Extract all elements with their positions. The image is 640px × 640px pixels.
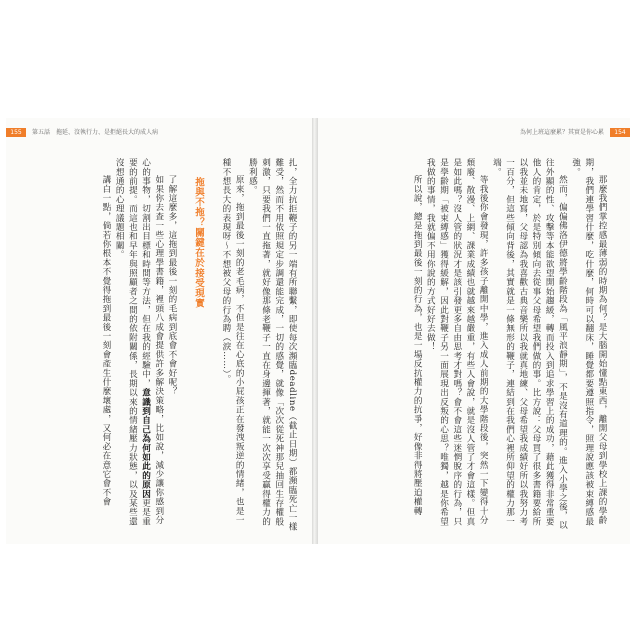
paragraph: 等我後你會發現，許多孩子離開中學，進入成人前期的大學階段後，突然一下變得十分頹廢、散漫、上網、課業成績也就越來越嚴重，有些人會說，就是沒人管了才會這樣。但真是如此嗎？沒人管的狀況才是該引發更多自由思考才對嗎？會不會這些迷惘脫序的行為，只是學齡期「被束縛感」獲得緩解，因此對鞭子另一面展現出反叛的心思？唯獨，越是你希望我做的事情，我就偏不用你說的方式好好去做！ <box>425 158 489 526</box>
paragraph: 了解這麼多，這拖到最後一刻的毛病到底會不會好呢？ <box>166 175 177 396</box>
right-running-head: 為何上班這麼累？其實是你心累 <box>519 129 604 136</box>
paragraph: 原來，拖到最後一刻的老毛病，不但是往在心底的小屁孩正在發洩叛逆的情緒，也是一種不想長大的表現呀～不想被父母的行為聘（淚……）。 <box>220 158 245 525</box>
paragraph: 那麼我們掌控感最薄弱的時期為何？是大腦開始懂點東西，離開父母到學校上課的學齡期，我們連學習什麼，吃什麼，何時可以翻床，睡覺都要遵照指令，照理說應該被束縛感最強。 <box>570 158 607 526</box>
left-page <box>6 118 312 544</box>
paragraph-text: 如果你去查一些心理學書籍，裡頭八成會提供許多解決策略，比如說，減少讓你感到分心的事物，切割出目標和時間等方法，但在我的經驗中，意識到自己為何如此的原因更是重要的前提。而這也和早年與照顧者之間的依附關係，長期以來的情緒壓力狀態，以及某些還沒想通的心理議題相關。 <box>114 158 164 527</box>
right-body-text <box>338 158 608 533</box>
right-page <box>318 118 630 544</box>
emphasized-phrase: 意識到自己為何如此的原因 <box>140 388 151 499</box>
paragraph: 講白一點，倘若你根本不覺得拖到最後一刻會產生什麼壞處，又何必在意它會不會 <box>100 175 111 507</box>
section-subheading: 拖與不拖？關鍵在於接受現實 <box>192 177 204 309</box>
right-page-number: 154 <box>614 129 626 136</box>
left-running-head: 第五話 拖延、沒執行力、是拒絕長大的成人病 <box>32 129 159 136</box>
left-page-number: 155 <box>10 129 22 136</box>
paragraph: 所以說，總是拖到最後一刻的行為，也是一場反抗權力的抗爭，好像非得將壓迫權轉 <box>412 175 423 516</box>
paragraph: 然而，偏偏佛洛伊德將學齡階段為「風平浪靜期」，不是沒有道理的。進入小學之後，以往外顯的性、攻擊等本能欲望開始趨緩，轉而投入到追求學習上的成功，藉此獲得非常重要他人的肯定，於是特別傾向去從事父母希望我們做的事。比方說：父母買了很多書籍要給所以我並未地寫，父母認為我喜歡古典音樂所以我就真地練、父母希望我成績好所以我努力考一百分，但這些傾向背後，其實就是一條無形的鞭子，連結到在我們心裡所仰望的權力那一端。 <box>491 158 568 530</box>
left-body-text <box>16 158 298 533</box>
paragraph <box>112 158 165 533</box>
paragraph: 扎，全力抗拒鞭子的另一端有所聯繫，即使每次瀕臨deadline（截止日期）都瀕臨死亡一樣難受，然而不用依照規定步調還能完成，一切的感覺，就像「次次從死神那兒抽回生存權般刺激，只要我們一直拖著，就好像那條老鞭子一直在身邊揮著，就能一次次享受贏得權力的勝利感。 <box>247 158 297 532</box>
